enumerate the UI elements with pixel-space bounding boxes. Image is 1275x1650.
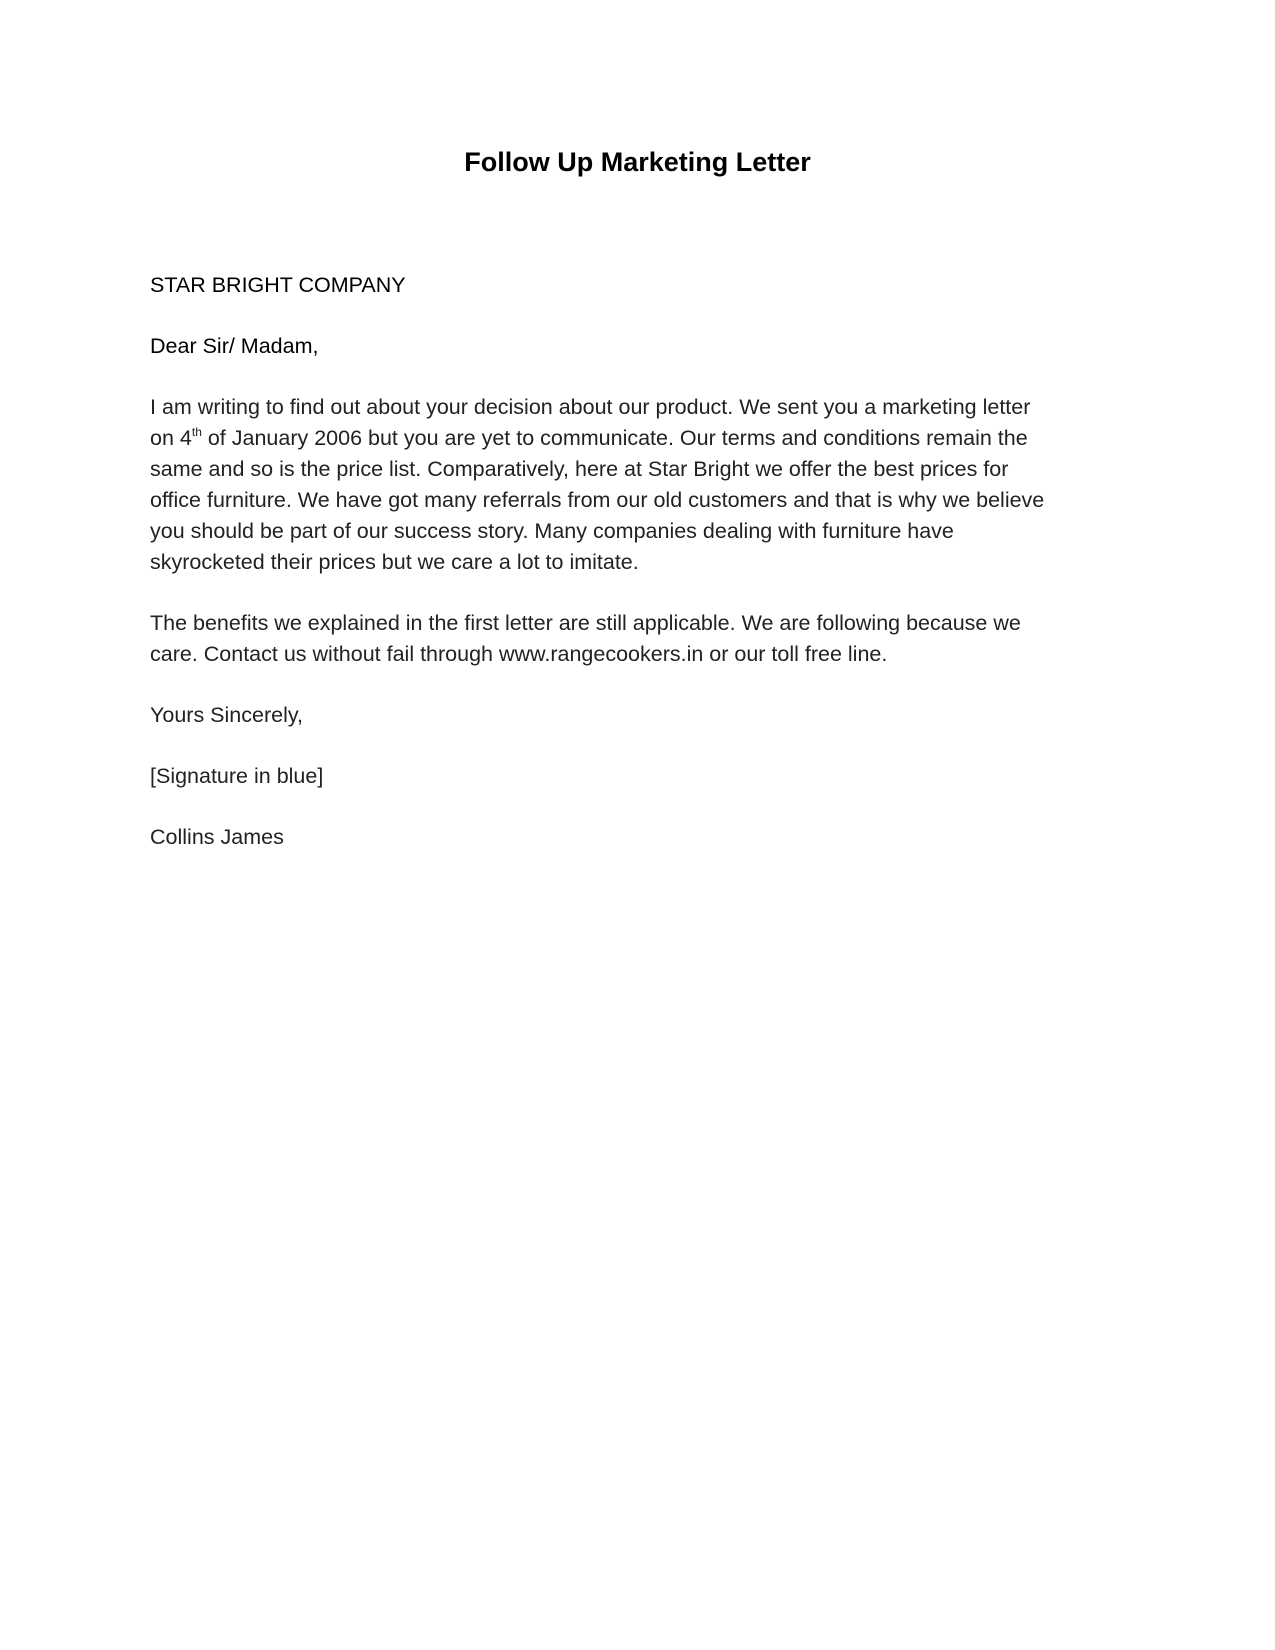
date-suffix: of January 2006 but you are yet to communicate. Our terms and conditions remain the [201, 426, 1028, 450]
salutation: Dear Sir/ Madam, [150, 334, 319, 358]
paragraph-2 [150, 608, 1125, 670]
signer-name: Collins James [150, 825, 284, 849]
paragraph-1-line-5: you should be part of our success story. Many companies dealing with furniture have [150, 519, 954, 543]
paragraph-2-line-1: The benefits we explained in the first letter are still applicable. We are following because we [150, 611, 1021, 635]
closing: Yours Sincerely, [150, 703, 303, 727]
ordinal-suffix: th [191, 425, 202, 439]
paragraph-1-line-4: office furniture. We have got many referrals from our old customers and that is why we believe [150, 488, 1045, 512]
letter-body [150, 270, 1125, 853]
letter-title: Follow Up Marketing Letter [464, 147, 811, 177]
paragraph-1-line-3: same and so is the price list. Comparatively, here at Star Bright we offer the best prices for [150, 457, 1009, 481]
paragraph-1 [150, 392, 1125, 578]
paragraph-1-line-2 [150, 423, 1125, 454]
paragraph-1-line-1: I am writing to find out about your decision about our product. We sent you a marketing letter [150, 395, 1031, 419]
paragraph-1-line-6: skyrocketed their prices but we care a lot to imitate. [150, 550, 639, 574]
date-prefix: on 4 [150, 426, 192, 450]
paragraph-2-line-2: care. Contact us without fail through www.rangecookers.in or our toll free line. [150, 642, 888, 666]
signature-placeholder: [Signature in blue] [150, 764, 324, 788]
company-name: STAR BRIGHT COMPANY [150, 273, 406, 297]
